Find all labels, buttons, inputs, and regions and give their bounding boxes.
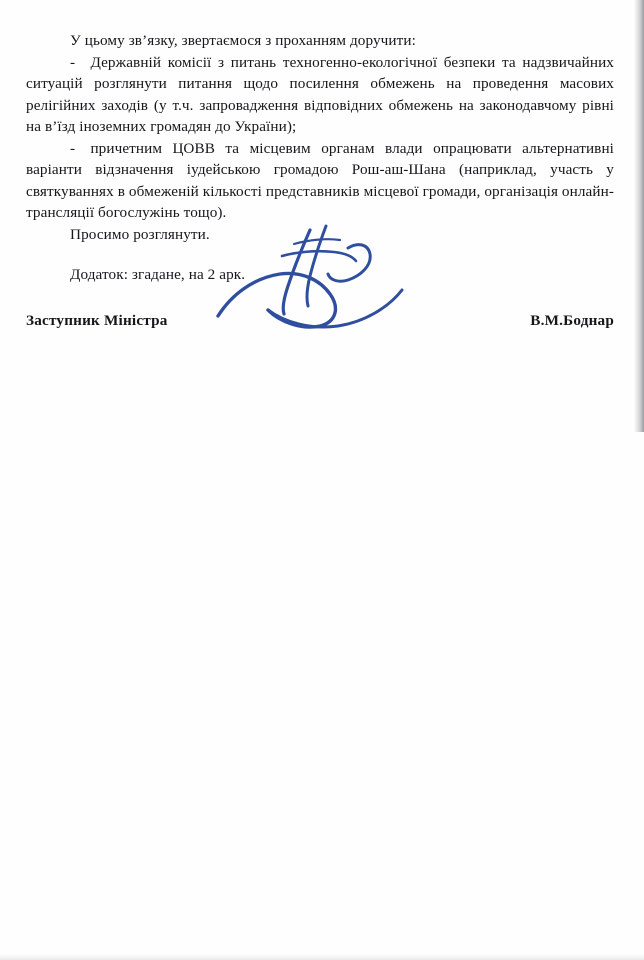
spacer — [26, 245, 614, 264]
paragraph-item-2: - причетним ЦОВВ та місцевим органам влади опрацювати альтернативні варіанти відзначення іудейською громадою Рош-аш-Шана (наприклад, участь у святкуваннях в обмеженій кількості представників місцевої громади, організація онлайн-трансляції богослужінь тощо). — [26, 139, 614, 221]
scan-edge-right — [634, 0, 644, 432]
signer-position-title: Заступник Міністра — [26, 311, 168, 329]
signature-row — [26, 312, 614, 342]
scan-edge-bottom — [0, 954, 644, 960]
paragraph-item-1: - Державній комісії з питань техногенно-екологічної безпеки та надзвичайних ситуацій розглянути питання щодо посилення обмежень на проведення масових релігійних заходів (у т.ч. запровадження відповідних обмежень на законодавчому рівні на в’їзд іноземних громадян до України); — [26, 53, 614, 135]
attachment-line: Додаток: згадане, на 2 арк. — [70, 266, 246, 283]
signer-name: В.М.Боднар — [530, 311, 614, 329]
paragraph-intro: У цьому зв’язку, звертаємося з проханням доручити: — [70, 32, 416, 49]
document-text-block — [26, 30, 614, 342]
paragraph-request: Просимо розглянути. — [70, 225, 210, 243]
